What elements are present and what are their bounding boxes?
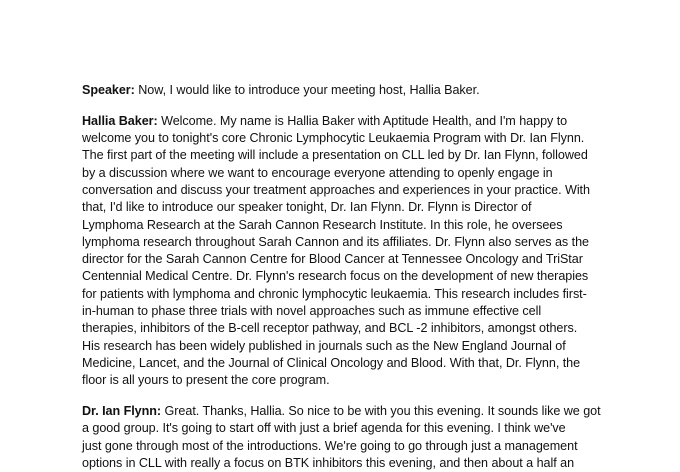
text-line: Lymphoma Research at the Sarah Cannon Research Institute. In this role, he oversees [82, 217, 563, 232]
text-line: lymphoma research throughout Sarah Cannon and its affiliates. Dr. Flynn also serves as the [82, 234, 589, 249]
text-line: Centennial Medical Centre. Dr. Flynn's research focus on the development of new therapies [82, 269, 589, 284]
text-line [82, 82, 612, 99]
paragraph-hallia-baker [82, 113, 612, 390]
text-line: by a discussion where we want to encourage everyone attending to openly engage in [82, 165, 553, 180]
line-text: Great. Thanks, Hallia. So nice to be with you this evening. It sounds like we got [161, 404, 601, 419]
text-line: floor is all yours to present the core program. [82, 373, 330, 388]
text-line: that, I'd like to introduce our speaker tonight, Dr. Ian Flynn. Dr. Flynn is Director of [82, 200, 532, 215]
text-line: a good group. It's going to start off with just a brief agenda for this evening. I think we've [82, 421, 566, 436]
text-line [82, 113, 612, 130]
line-text: Now, I would like to introduce your meeting host, Hallia Baker. [134, 83, 480, 97]
text-line: just gone through most of the introductions. We're going to go through just a management [82, 438, 578, 453]
text-line: conversation and discuss your treatment approaches and experiences in your practice. With [82, 182, 590, 197]
line-text: Welcome. My name is Hallia Baker with Aptitude Health, and I'm happy to [157, 113, 568, 128]
text-line: director for the Sarah Cannon Centre for Blood Cancer at Tennessee Oncology and TriStar [82, 252, 583, 267]
paragraph-speaker-intro [82, 82, 612, 99]
speaker-name: Speaker: [82, 83, 135, 97]
text-line [82, 403, 612, 420]
text-line: His research has been widely published in journals such as the New England Journal of [82, 338, 566, 353]
transcript-body [82, 82, 612, 472]
text-line: therapies, inhibitors of the B-cell receptor pathway, and BCL -2 inhibitors, amongst others. [82, 321, 578, 336]
text-line: options in CLL with really a focus on BTK inhibitors this evening, and then about a half an [82, 455, 575, 470]
text-line: The first part of the meeting will include a presentation on CLL led by Dr. Ian Flynn, followed [82, 148, 588, 163]
text-line: in-human to phase three trials with novel approaches such as immune effective cell [82, 304, 542, 319]
speaker-name: Hallia Baker: [82, 113, 158, 128]
speaker-name: Dr. Ian Flynn: [82, 404, 162, 419]
text-line: for patients with lymphoma and chronic lymphocytic leukaemia. This research includes first- [82, 286, 587, 301]
text-line: Medicine, Lancet, and the Journal of Clinical Oncology and Blood. With that, Dr. Flynn, the [82, 355, 581, 370]
text-line: welcome you to tonight's core Chronic Lymphocytic Leukaemia Program with Dr. Ian Flynn. [82, 131, 585, 146]
paragraph-dr-ian-flynn [82, 403, 612, 472]
